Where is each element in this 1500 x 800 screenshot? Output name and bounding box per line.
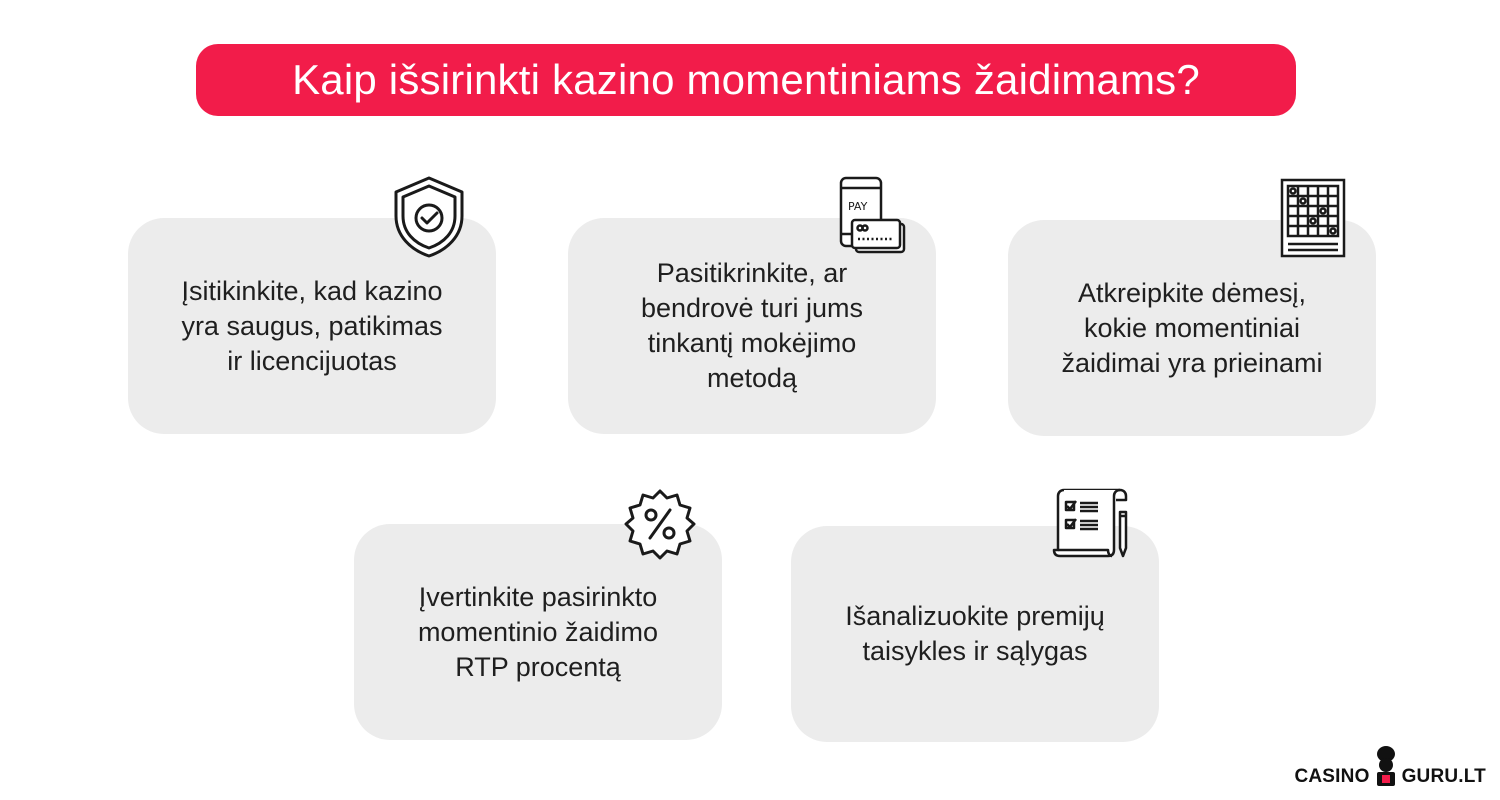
card-text: [181, 274, 442, 379]
card-line: Įvertinkite pasirinkto: [418, 581, 658, 612]
phone-pay-card-icon: [838, 176, 908, 258]
card-line: Įsitikinkite, kad kazino: [181, 275, 443, 306]
casinoguru-logo: [1294, 744, 1486, 788]
card-line: žaidimai yra prieinami: [1061, 347, 1323, 378]
card-line: Išanalizuokite premijų: [845, 601, 1105, 631]
svg-text:PAY: PAY: [848, 200, 868, 213]
logo-text-left: CASINO: [1294, 766, 1370, 787]
percent-badge-icon: [624, 488, 696, 560]
card-line: Atkreipkite dėmesį,: [1077, 277, 1307, 308]
card-text: [845, 599, 1105, 669]
title-banner: [196, 44, 1296, 116]
card-line: metodą: [706, 363, 798, 393]
card-line: momentinio žaidimo: [417, 616, 659, 647]
card-line: RTP procentą: [455, 651, 621, 682]
card-text: [418, 580, 658, 685]
card-text: [1061, 276, 1322, 381]
shield-check-icon: [392, 176, 466, 258]
logo-text-right: GURU.LT: [1401, 766, 1486, 787]
card-line: taisykles ir sąlygas: [862, 636, 1088, 666]
game-grid-icon: [1280, 178, 1346, 258]
logo-mark-icon: [1373, 744, 1399, 788]
card-line: kokie momentiniai: [1083, 312, 1301, 343]
checklist-scroll-icon: [1050, 486, 1132, 560]
page-title: Kaip išsirinkti kazino momentiniams žaidimams?: [292, 56, 1200, 103]
card-line: ir licencijuotas: [227, 345, 397, 376]
card-line: bendrovė turi jums: [640, 293, 864, 323]
card-text: [641, 256, 863, 396]
card-line: Pasitikrinkite, ar: [656, 258, 848, 288]
card-line: tinkantį mokėjimo: [647, 328, 857, 358]
card-line: yra saugus, patikimas: [181, 310, 443, 341]
